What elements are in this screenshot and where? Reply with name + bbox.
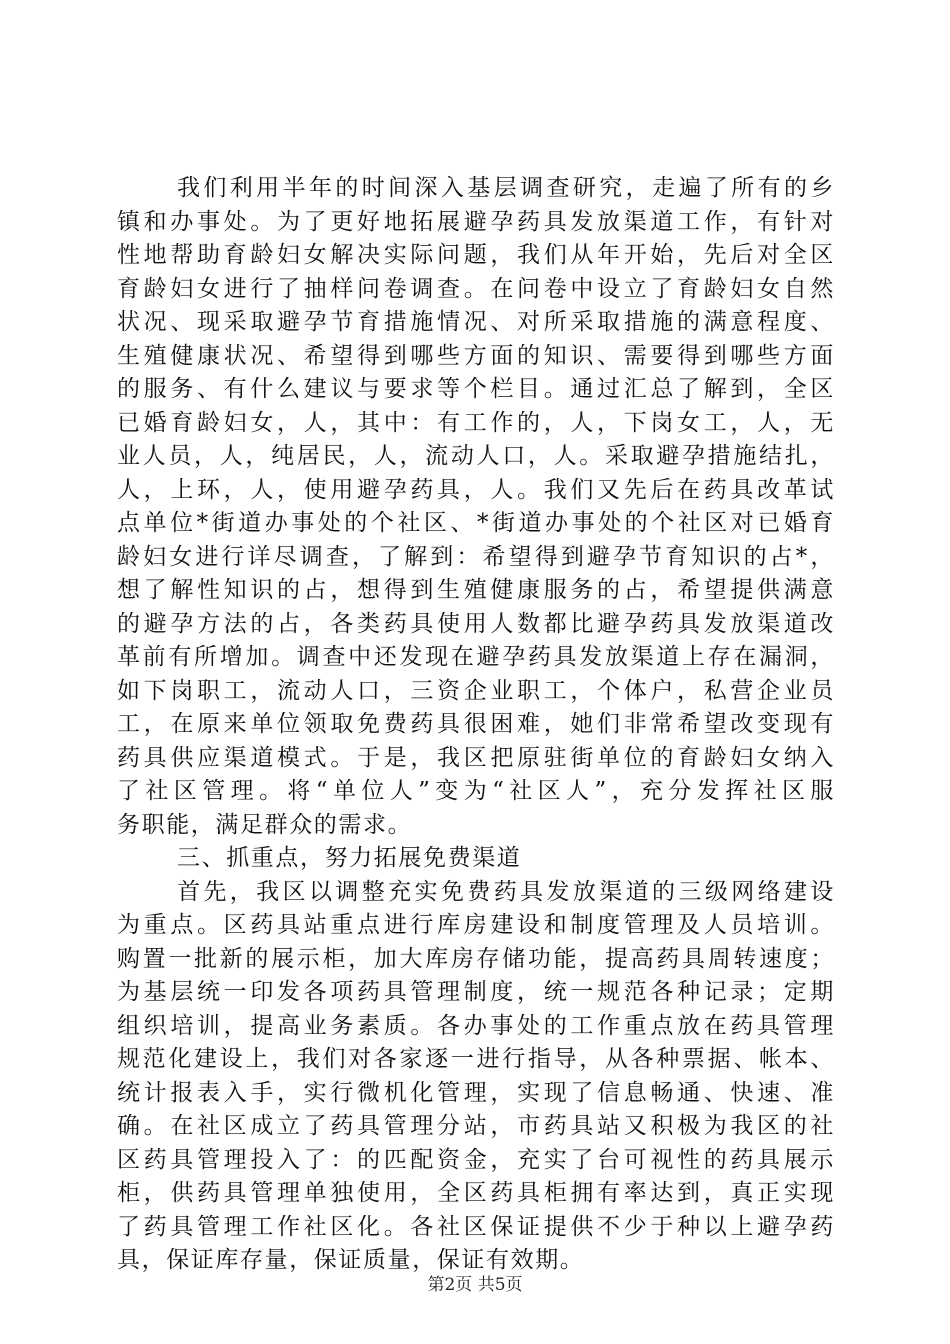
- text-line: 组织培训，提高业务素质。各办事处的工作重点放在药具管理: [117, 1012, 835, 1039]
- text-line: 务职能，满足群众的需求。: [117, 811, 413, 838]
- text-line: 药具供应渠道模式。于是，我区把原驻街单位的育龄妇女纳入: [117, 744, 835, 771]
- text-line: 的服务、有什么建议与要求等个栏目。通过汇总了解到，全区: [117, 376, 835, 402]
- text-line: 购置一批新的展示柜，加大库房存储功能，提高药具周转速度；: [117, 945, 835, 972]
- text-line: 状况、现采取避孕节育措施情况、对所采取措施的满意程度、: [117, 309, 835, 335]
- paragraph-network: [117, 876, 835, 1278]
- text-line: 性地帮助育龄妇女解决实际问题，我们从年开始，先后对全区: [117, 242, 835, 268]
- text-line: 为重点。区药具站重点进行库房建设和制度管理及人员培训。: [117, 912, 835, 938]
- text-line: 如下岗职工，流动人口，三资企业职工，个体户，私营企业员: [117, 677, 835, 704]
- text-line: 首先，我区以调整充实免费药具发放渠道的三级网络建设: [177, 878, 835, 905]
- text-line: 工，在原来单位领取免费药具很困难，她们非常希望改变现有: [117, 711, 835, 737]
- document-body: [117, 172, 835, 1278]
- text-line: 镇和办事处。为了更好地拓展避孕药具发放渠道工作，有针对: [117, 208, 835, 235]
- text-line: 确。在社区成立了药具管理分站，市药具站又积极为我区的社: [117, 1113, 835, 1139]
- text-line: 龄妇女进行详尽调查，了解到：希望得到避孕节育知识的占*，: [117, 543, 835, 570]
- text-line: 了社区管理。将“单位人”变为“社区人”，充分发挥社区服: [117, 778, 835, 804]
- text-line: 统计报表入手，实行微机化管理，实现了信息畅通、快速、准: [117, 1079, 835, 1106]
- text-line: 柜，供药具管理单独使用，全区药具柜拥有率达到，真正实现: [117, 1180, 835, 1206]
- text-line: 人，上环，人，使用避孕药具，人。我们又先后在药具改革试: [117, 476, 835, 503]
- text-line: 已婚育龄妇女，人，其中：有工作的，人，下岗女工，人，无: [117, 409, 835, 436]
- text-line: 我们利用半年的时间深入基层调查研究，走遍了所有的乡: [177, 175, 835, 201]
- text-line: 生殖健康状况、希望得到哪些方面的知识、需要得到哪些方面: [117, 342, 835, 369]
- text-line: 的避孕方法的占，各类药具使用人数都比避孕药具发放渠道改: [117, 610, 835, 637]
- section-heading: 三、抓重点，努力拓展免费渠道: [177, 845, 522, 871]
- text-line: 具，保证库存量，保证质量，保证有效期。: [117, 1247, 585, 1273]
- text-line: 革前有所增加。调查中还发现在避孕药具发放渠道上存在漏洞，: [117, 644, 835, 670]
- text-line: 想了解性知识的占，想得到生殖健康服务的占，希望提供满意: [117, 577, 835, 603]
- text-line: 了药具管理工作社区化。各社区保证提供不少于种以上避孕药: [117, 1213, 835, 1240]
- text-line: 规范化建设上，我们对各家逐一进行指导，从各种票据、帐本、: [117, 1046, 835, 1072]
- text-line: 育龄妇女进行了抽样问卷调查。在问卷中设立了育龄妇女自然: [117, 275, 835, 302]
- text-line: 点单位*街道办事处的个社区、*街道办事处的个社区对已婚育: [117, 510, 835, 536]
- text-line: 业人员，人，纯居民，人，流动人口，人。采取避孕措施结扎，: [117, 443, 835, 469]
- text-line: 为基层统一印发各项药具管理制度，统一规范各种记录；定期: [117, 979, 835, 1005]
- page-number-footer: 第2页 共5页: [427, 1275, 523, 1295]
- text-line: 区药具管理投入了：的匹配资金，充实了台可视性的药具展示: [117, 1146, 835, 1173]
- paragraph-survey: [117, 172, 835, 842]
